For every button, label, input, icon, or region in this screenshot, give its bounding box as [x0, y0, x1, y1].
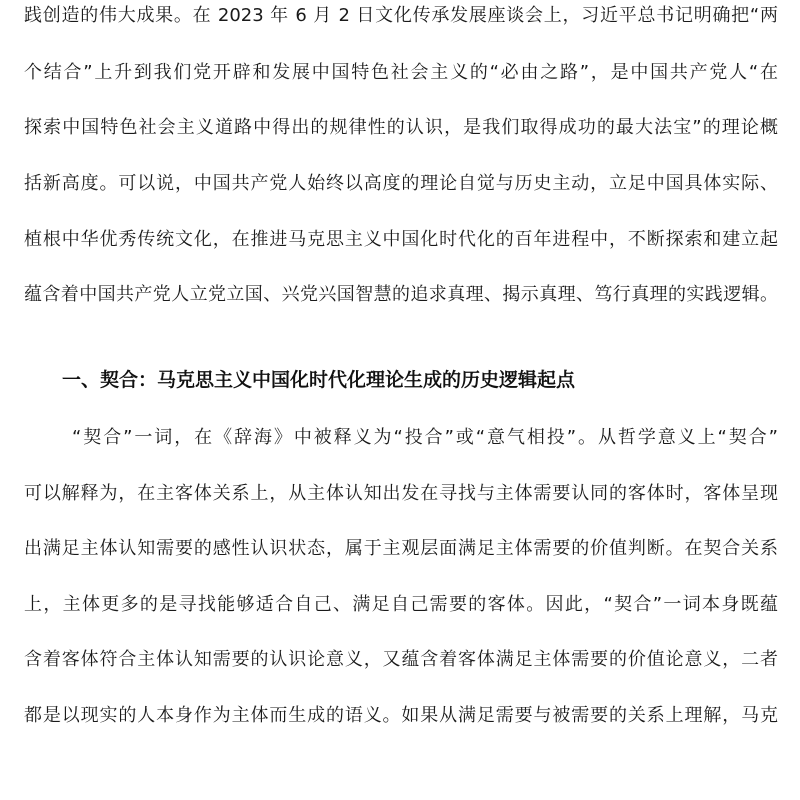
section-line: 含着客体符合主体认知需要的认识论意义，又蕴含着客体满足主体需要的价值论意义，二者 — [24, 649, 778, 670]
intro-line: 个结合”上升到我们党开辟和发展中国特色社会主义的“必由之路”，是中国共产党人“在 — [24, 62, 778, 83]
section-line: 都是以现实的人本身作为主体而生成的语义。如果从满足需要与被需要的关系上理解，马克 — [24, 705, 778, 726]
intro-line: 括新高度。可以说，中国共产党人始终以高度的理论自觉与历史主动，立足中国具体实际、 — [24, 173, 778, 194]
section-line: 出满足主体认知需要的感性认识状态，属于主观层面满足主体需要的价值判断。在契合关系 — [24, 538, 778, 559]
section-line: 上，主体更多的是寻找能够适合自己、满足自己需要的客体。因此，“契合”一词本身既蕴 — [24, 594, 778, 615]
intro-line: 探索中国特色社会主义道路中得出的规律性的认识，是我们取得成功的最大法宝”的理论概 — [24, 117, 778, 138]
section-line: 可以解释为，在主客体关系上，从主体认知出发在寻找与主体需要认同的客体时，客体呈现 — [24, 483, 778, 504]
intro-line: 蕴含着中国共产党人立党立国、兴党兴国智慧的追求真理、揭示真理、笃行真理的实践逻辑。 — [24, 284, 778, 305]
intro-line: 践创造的伟大成果。在 2023 年 6 月 2 日文化传承发展座谈会上，习近平总书记明确把“两 — [24, 5, 778, 26]
intro-line: 植根中华优秀传统文化，在推进马克思主义中国化时代化的百年进程中，不断探索和建立起 — [24, 229, 778, 250]
section-line: “契合”一词，在《辞海》中被释义为“投合”或“意气相投”。从哲学意义上“契合” — [72, 427, 778, 448]
section-heading: 一、契合：马克思主义中国化时代化理论生成的历史逻辑起点 — [62, 369, 576, 391]
